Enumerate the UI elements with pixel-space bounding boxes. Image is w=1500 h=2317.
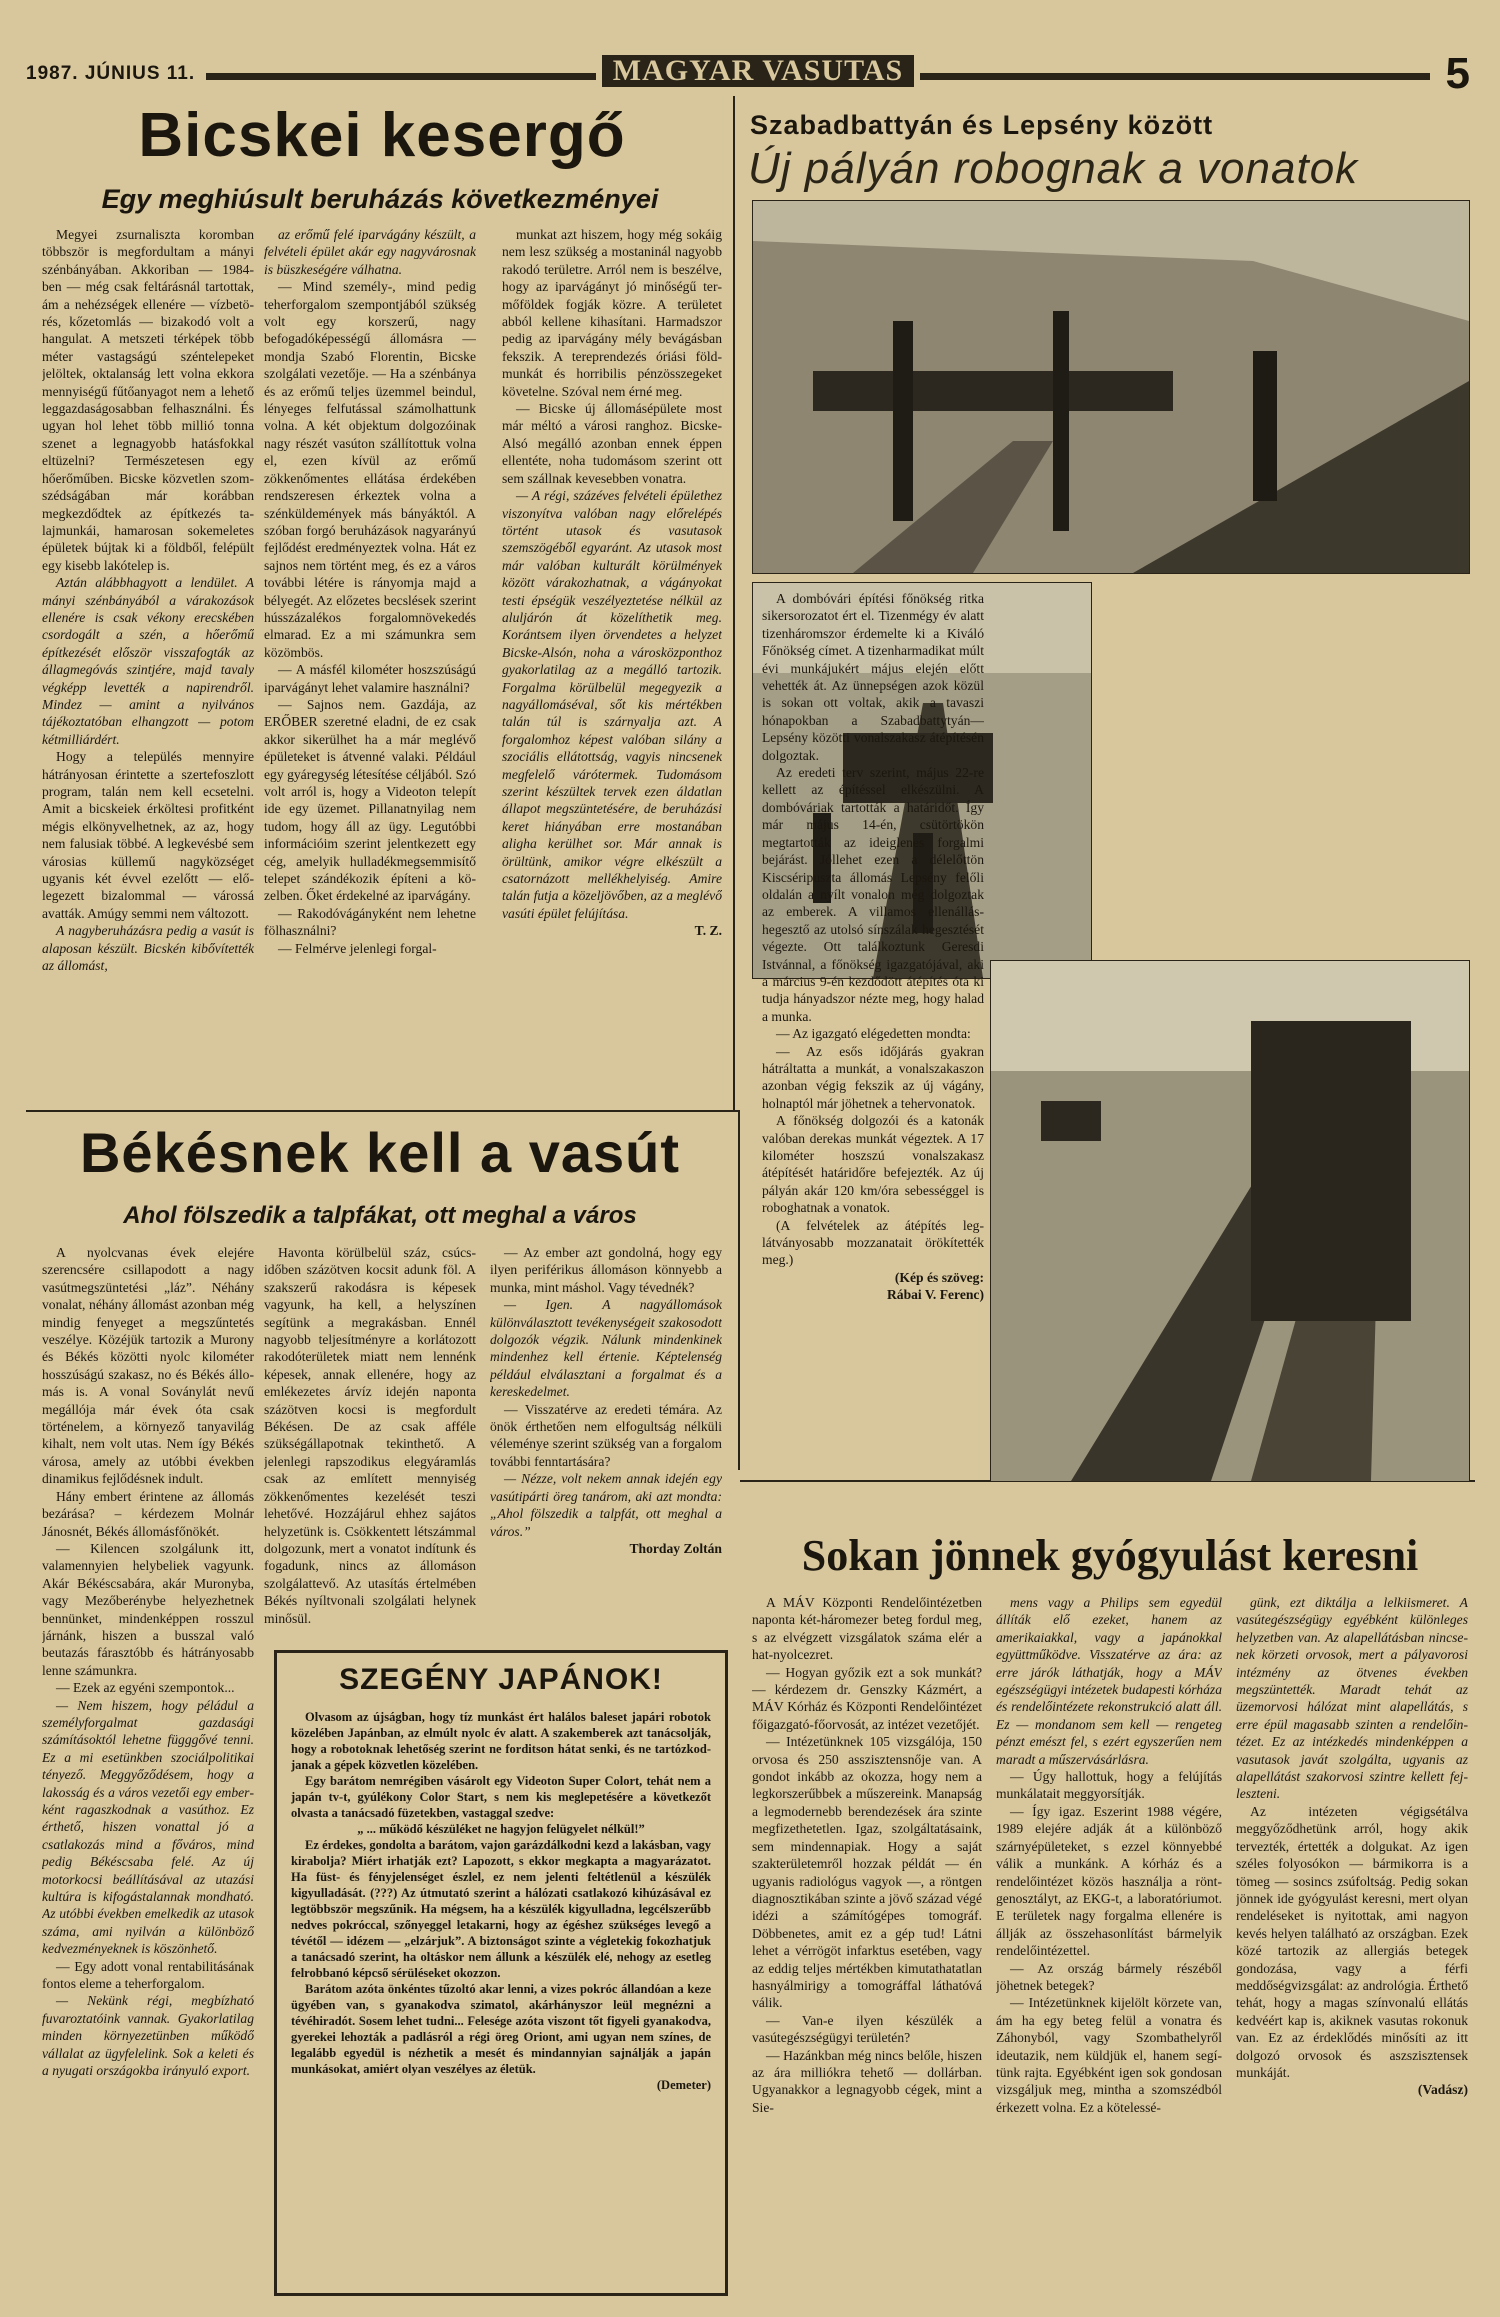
bicske-column-3 [502, 226, 722, 1086]
author-byline: Thorday Zoltán [629, 1540, 722, 1556]
section-divider [26, 1110, 738, 1112]
issue-date: 1987. JÚNIUS 11. [26, 63, 196, 84]
paragraph: — Intézetünknek 105 vizsgálója, 150 orvosa és 250 asszisztensnője van. A gondot inkább az okozza, hogy nem a legkorszerűbbek a műszereink. Manapság a legmodernebb berendezések ára szinte megfizethetetlen. Igaz, szolgáltatásaink, sem mindennapiak. Hogy a saját szakterületemről hozzak példát — én ugyanis radiológus vagyok —, a röntgen diagnosztikában szinte a jövő század végé idézi a számítógépes tomográf. Döbbenetes, amit ez a gép tud! Látni lehet a vérrögöt infarktus esetében, vagy az eddig teljes mértékben kimutathatatlan hasnyálmirigy a tomográffal láthatóvá válik. [752, 1734, 982, 2011]
paragraph: A nyolcvanas évek elejére szerencsére csillapodott a nagy vasútmegszüntetési „láz”. Néhány vonalat, néhány állomást azonban még mindig fenyeget a megszűntetés veszélye. Közéjük tartozik a Murony és Békés közötti nyolc kilométer hosszúságú szakasz, no és Békés állomás is. A vonal Soványlát nevű megállója már évek óta csak történelem, a környező tanyavilág kihalt, nem volt utas. Nem így Békés városa, amely az utóbbi években dinamikus fejlődésnek indult. [42, 1245, 254, 1487]
photo-track-laying-machine [752, 200, 1470, 574]
masthead-rule-right [920, 73, 1430, 80]
paragraph: — A másfél kilométer hoszszúságú iparvágányt lehet valamire használni? [264, 662, 476, 695]
paragraph: „ ... működő készüléket ne hagyjon felügyelet nélkül!” [357, 1822, 645, 1836]
paragraph: günk, ezt diktálja a lelkiismeret. A vasútegészségügy egyébként különleges helyzetben van. Az alapellátásban nincsenek körzeti orvosok, mert a pályavorosi intézmény az ötvenes években megszüntették. Maradt tehát az üzemorvosi hálózat mint alapellátás, s erre épül magasabb szinten a rendelőintézet. Ez az intézkedés mindenképpen a vasutasok javát szolgálta, ugyanis az alapellátást szakorvosi szintre kellett fejleszteni. [1236, 1595, 1468, 1802]
photo-credit-label: (Kép és szöveg: [894, 1269, 984, 1285]
paragraph: — Felmérve jelenlegi forgal- [278, 940, 437, 956]
paragraph: Az intézeten végigsétálva meggyőződhetünk arról, hogy akik tervezték, értették a dolgukat. Az igen széles folyosókon — bármikorra is a tömeg — sosincs zsúfoltság. Pedig sokan jönnek ide gyógyulást keresni, mert olyan rendeléseket is nyitottak, ami nagyon kevés helyen található az országban. Ezek közé tartozik az allergiás betegek gondozása, vagy a férfi meddőségvizsgálat: az andrológia. Érthető tehát, hogy a magas színvonalú ellátás kedvéért kap is, akiknek vasutas rokonuk van. Ez az érdeklődés minősíti az itt dolgozó orvosok és aszszisztensek munkáját. [1236, 1803, 1468, 2080]
article-kicker-rail: Szabadbattyán és Lepsény között [750, 110, 1214, 140]
article-subtitle-bicske: Egy meghiúsult beruházás következményei [101, 184, 659, 214]
paragraph: — Bicske új állomásépülete most már méltó a városi ranghoz. Bicske-Alsó megálló azonban ennek éppen ellentéte, noha tudomásom szerint ott sem szállnak kevesebben vonatra. [502, 401, 722, 486]
health-column-1 [752, 1594, 982, 2294]
paragraph: — Az ország bármely részéből jöhetnek betegek? [996, 1960, 1222, 1993]
bekes-column-1 [42, 1244, 254, 2294]
paragraph: Hány embert érintene az állomás bezárása? – kérdezem Molnár Jánosnét, Békés állomásfőnökét. [42, 1488, 254, 1539]
paragraph: — Sajnos nem. Gazdája, az ERŐBER szeretné eladni, de ez csak akkor sikerülhet ha a már meglévő épületeket is átvenné valaki. Például egy gyáregység létesítése céljából. Szó volt arról is, hogy a Videoton telepít ide egy üzemet. Pillanatnyilag nem tudom, hogy áll az ügy. Legutóbbi információim szerint jelentkezett egy cég, amelyik hulladékmegsemmisítő telepet szándékozik építeni a közelben. Őket érdekelné az iparvágány. [264, 696, 476, 904]
paragraph: A dombóvári építési főnökség ritka sikersorozatot ért el. Tizenmégy év alatt tizenháromszor érdemelte ki a Kiváló Főnökség címet. A tizenharmadikat múlt évi munkájukért május elején előtt vehették át. Az ünnepségen azok közül is sokan ott voltak, akik a tavaszi hónapokban a Szabadbattytyán—Lepsény közötti vonalszakasz átépítésén dolgoztak. [762, 591, 984, 763]
bekes-column-2 [264, 1244, 476, 1634]
photo-welding-rails [990, 960, 1470, 1482]
paragraph: — Az ember azt gondolná, hogy egy ilyen periférikus állomáson könnyebb a munka, mint máshol. Vagy tévednék? [490, 1245, 722, 1295]
paragraph: — Nem hiszem, hogy péládul a személyforgalmat gazdasági számításoktól lehetne függgővé tenni. Ez a mi esetünkben szociálpolitikai tényező. Meggyőződésem, hogy a lakosság és a város vezetői egy emberként ragaszkodnak a vasúthoz. Ez érthető, hiszen vonattal jó a csatlakozás mind a főváros, mind pedig Békéscsaba felé. Az új motorkocsi beállításával az utazási kultúra is kifogástalannak mondható. Az utóbbi években emelkedik az utasok száma, ami nyilván a különböző kedvezményeknek is köszönhető. [42, 1697, 254, 1957]
paragraph: — Kilencen szolgálunk itt, valamennyien helybeliek vagyunk. Akár Békéscsabára, akár Muronyba, vagy Mezőberénybe helyezhetnek bennünket, mindenképpen rosszul járnánk, hiszen a busszal való beutazás fárasztóbb és hátrányosabb lenne számunkra. [42, 1540, 254, 1678]
masthead-rule-left [206, 73, 596, 80]
author-byline: (Vadász) [1417, 2082, 1468, 2098]
paragraph: Barátom azóta önkéntes tűzoltó akar lenni, a vizes pokróc állandóan a keze ügyében van, s gyanakodva szimatol, akárhányszor leül megnézni a tévéhiradót. Sosem lehet tudni... Felesége azóta viszont tőt figyeli gyanakodva, gyerekei lehozták a padlásról a régi öreg Oriont, ami ugyan nem színes, de legalább egyedül is nézhetik a mesét és mindannyian sajnálják a japán munkásokat, amiért olyan veszélyes az életük. [291, 1982, 711, 2076]
article-title-bekes: Békésnek kell a vasút [79, 1121, 681, 1184]
paragraph: A főnökség dolgozói és a katonák valóban derekas munkát végeztek. A 17 kilométer hoszszú vonalszakasz átépítését határidőre befejezték. Az új pályán akár 120 km/óra sebességgel is roboghatnak a vonatok. [762, 1113, 984, 1216]
paragraph: — Van-e ilyen készülék a vasútegészségügyi területén? [752, 2012, 982, 2046]
paragraph: A MÁV Központi Rendelőintézetben naponta két-háromezer beteg fordul meg, s az elvégzett vizsgálatok száma elér a hat-nyolcezret. [752, 1595, 982, 1663]
column-divider-middle [738, 1110, 740, 1470]
paragraph: Megyei zsurnaliszta koromban többször is megfordultam a mányi szénbányában. Akkoriban — 1984-ben — még csak feltárásnál tartottak, ám a nehézségek ellenére — vízbetörés, kőzetomlás — bizakodó volt a hangulat. A metszeti térképek több méter vastagságú széntelepeket jelöltek, oktalanság lett volna ekkora mennyiségű fűtőanyagot nem a lehető leggazdaságosabban felhasználni. És ugyan hol lehet több millió tonna szenet a legnagyobb hatásfokkal eltüzelni? Természetesen egy hőerőműben. Bicske közvetlen szomszédságában már korábban megkezdődtek az építkezés talajmunkái, hamarosan sokemeletes épületek bújtak ki a földből, felépült egy kisebb lakótelep is. [42, 227, 254, 573]
paragraph: — Úgy hallottuk, hogy a felújítás munkálatait meggyorsítják. [996, 1769, 1222, 1802]
paragraph: — Rakodóvágányként nem lehetne fölhasználni? [264, 905, 476, 939]
article-title-health: Sokan jönnek gyógyulást keresni [801, 1531, 1419, 1580]
photo-credit-name: Rábai V. Ferenc) [886, 1287, 984, 1303]
paragraph: — Nekünk régi, megbízható fuvaroztatóink vannak. Gyakorlatilag minden környezetünben működő vállalat az ügyfelelink. Sok a keleti és a nyugati országokba irányuló export. [42, 1993, 254, 2079]
paragraph: — Hazánkban még nincs belőle, hiszen az ára milliókra tehető — dollárban. Ugyanakkor a legnagyobb cégek, mint a Sie- [752, 2047, 982, 2115]
rail-article-text [762, 590, 984, 1480]
paragraph: — A régi, százéves felvételi épülethez viszonyítva valóban nagy előrelépés történt utasok és vasutasok szemszögéből egyaránt. Az utasok most már valóban kulturált körülmények között várakozhatnak, a vágányokat testi épségük veszélyeztetése nélkül az aluljárón át közelíthetik meg. Korántsem ilyen örvendetes a helyzet Bicske-Alsón, noha a városközponthoz gyakorlatilag az a megálló tartozik. Forgalma körülbelül megegyezik a nagyállomáséval, sőt kis mértékben talán túl is szárnyalja azt. A forgalomhoz képest valóban silány a szociális ellátottság, vagyis nincsenek megfelelő várótermek. Tudomásom szerint készültek tervek ezen áldatlan állapot megszüntetésére, de beruházási keret hiányában erre mostanában aligha kerülhet sor. Már annak is örültünk, amikor végre elkészült a csatornázott mellékhelyiség. Amire talán futja a közeljövőben, az a meglévő vasúti épület felújítása. [502, 488, 722, 921]
paragraph: Olvasom az újságban, hogy tíz munkást ért halálos baleset japári robotok közelében Japánban, az elmúlt nyolc év alatt. A szakemberek azt tanácsolják, hogy a robotoknak lehetőség szerint ne forditson hátat senki, és ne tartózkodjanak a gépek közvetlen közelében. [291, 1710, 711, 1772]
paragraph: A nagyberuházásra pedig a vasút is alaposan készült. Bicskén kibővítették az állomást, [42, 923, 254, 974]
boxed-article-text [291, 1709, 711, 2284]
paragraph: munkat azt hiszem, hogy még sokáig nem lesz szükség a mostaninál nagyobb rakodó területre. Arról nem is beszélve, hogy az iparvágányt jó minőségű termőföldek fogják közre. A területet abból kellene kihasítani. Harmadszor pedig az iparvágány mély bevágásban fekszik. A tereprendezés óriási földmunkát és horribilis pénzösszegeket követelne. Szóval nem érné meg. [502, 227, 722, 399]
paragraph: — Egy adott vonal rentabilitásának fontos eleme a teherforgalom. [42, 1958, 254, 1992]
column-divider-top [733, 96, 735, 1110]
author-byline: (Demeter) [656, 2078, 711, 2092]
page-number: 5 [1445, 49, 1470, 98]
paragraph: Az eredeti terv szerint, május 22-re kellett az építéssel elkészülni. A dombóváriak tartották a határidőt. Így már május 14-én, csütörtökön megtartották az ideiglenes forgalmi bejárást. Jóllehet ezen a délelőttön Kiscséripuszta állomás Lepsény felőli oldalán a nyílt vonalon még dolgoztak az emberek. A villamos ellenállás-hegesztő az utolsó sínszálak hegesztését végezte. Ott találkoztunk Geresdi Istvánnal, a főnökség igazgatójával, aki a március 9-én kezdődött átépítés óta ki tudja hányadszor nézte meg, hogy halad a munka. [762, 765, 984, 1024]
author-byline: T. Z. [694, 923, 722, 939]
health-column-3 [1236, 1594, 1468, 2294]
paragraph: — Nézze, volt nekem annak idején egy vasútipárti öreg tanárom, aki azt mondta: „Ahol fölszedik a talpfát, ott meghal a város.” [490, 1471, 722, 1539]
paragraph: (A felvételek az átépítés leglátványosabb mozzanatait örökítették meg.) [762, 1217, 984, 1268]
paragraph: mens vagy a Philips sem egyedül állíták elő ezeket, hanem az amerikaiakkal, vagy a japánokkal együttműködve. Visszatérve az ára: az erre járók láthatják, hogy a MÁV egészségügyi intézetek budapesti kórháza és rendelőintézete rekonstrukció alatt áll. Ez — mondanom sem kell — rengeteg pénzt emészt fel, s ezért egyszerűen nem maradt a műszervásárlásra. [996, 1595, 1222, 1767]
masthead [26, 49, 1476, 98]
paragraph: Egy barátom nemrégiben vásárolt egy Videoton Super Colort, tehát nem a japán tv-t, gyúlékony Color Start, s nem kis meglepetésére a következőt olvasta a tanácsadó füzetekben, vastaggal szedve: [291, 1774, 711, 1820]
paragraph: — Az igazgató elégedetten mondta: [776, 1026, 971, 1042]
bicske-column-1 [42, 226, 254, 1086]
paragraph: — Igen. A nagyállomások különválasztott tevékenységeit szakosodott dolgozók végzik. Nálunk mindenkinek mindenhez kell értenie. Képtelenség például elválasztani a forgalmat és a kereskedelmet. [490, 1297, 722, 1400]
paragraph: — Intézetünknek kijelölt körzete van, ám ha egy beteg felül a vonatra és Záhonyból, vagy Szombathelyről ideutazik, nem küldjük el, hanem segítünk rajta. Egyébként igen sok gondosan vizsgáljuk meg, mintha a szomszédból érkezett volna. Ez a kötelessé- [996, 1995, 1222, 2115]
article-subtitle-bekes: Ahol fölszedik a talpfákat, ott meghal a város [123, 1202, 637, 1229]
bekes-column-3 [490, 1244, 722, 1634]
paragraph: Havonta körülbelül száz, csúcsidőben százötven kocsit adunk föl. A szakszerű rakodásra is képesek vagyunk, ha kell, a helyszínen segítünk a megrakásban. Ennél nagyobb teljesítményre a korlátozott rakodóterületek miatt nem lennénk képesek, annak ellenére, hogy az emlékezetes árvíz idején naponta százötven kocsi is megfordult Békésen. De az csak afféle szükségállapotnak tekinthető. A jelenlegi rapszodikus elegyáramlás csak az említett mennyiség zökkenőmentes kezelését teszi lehetővé. Hozzájárul ehhez sajátos helyzetünk is. Csökkentett létszámmal dolgozunk, mert a vonatot indítunk és fogadunk, nincs az állomáson szolgálattevő. Az utasítás értelmében Békés nyíltvonali szolgálati helynek minősül. [264, 1245, 476, 1626]
paragraph: az erőmű felé iparvágány készült, a felvételi épület akár egy nagyvárosnak is büszkeségére válhatna. [264, 227, 476, 277]
paragraph: Hogy a település mennyire hátrányosan érintette a szertefoszlott program, talán nem kell ecsetelni. Amit a bicskeiek érköltesi profitként mégis elkönyvelhetnek, az az, hogy nem falusiak többé. A legkevésbé sem városias küllemű nagyközséget ugyanis két évvel ezelőtt — előlegezett bizalommal — várossá avatták. Amúgy semmi nem változott. [42, 749, 254, 921]
paragraph: — Mind személy-, mind pedig teherforgalom szempontjából szükség volt egy korszerű, nagy befogadóképességű állomásra — mondja Szabó Florentin, Bicske szolgálati vezetője. — Ha a szénbánya és az erőmű teljes üzemmel beindul, lényeges felfutással számolhattunk volna. A két objektum dolgozóinak nagy részét vasúton szállítottuk volna el, ezen kívül az erőmű zökkenőmentes ellátása érdekében rendszeresen érkeztek volna a szénküldemények más bányáktól. A szóban forgó beruházások nagyarányú fejlődést eredményeztek volna. Hát ez sajnos nem történt meg, és ez a város további létére is rányomja majd a bélyegét. Az előzetes becslések szerint hússzázalékos forgalomnövekedés elmarad. Ez a mi számunkra sem közömbös. [264, 279, 476, 660]
paragraph: Ez érdekes, gondolta a barátom, vajon garázdálkodni kezd a lakásban, vagy kirabolja? Miért irhatják ezt? Lapozott, s ekkor megkapta a magyarázatot. Ha füst- és fényjelenséget észlel, ez nem jelenti feltétlenül a készülék kigyulladását. (???) Az útmutató szerint a hálózati csatlakozó kihúzásával ez legtöbbször megszűnik. Ha mégsem, ha a készülék kigyulladna, legcélszerűbb nedves pokróccal, szőnyeggel letakarni, hogy az égéshez szükséges levegő a tévétől — idézem — „elzárjuk”. A biztonságot szinte a végletekig fokozhatjuk a tanácsadó szerint, ha oltáskor nem állunk a készülék elé, nehogy az esetleg felrobbanó képcső sérüléseket okozzon. [291, 1838, 711, 1980]
paragraph: Aztán alábbhagyott a lendület. A mányi szénbányából a várakozások ellenére is csak vékony erecskében csordogált a szén, a hőerőmű építkezését először visszafogták az állagmegóvás szintjére, majd tavaly végképp levették a napirendről. Mindez — amint a nyilvános tájékoztatóban elhangzott — potom kétmilliárdért. [42, 575, 254, 747]
paragraph: — Ezek az egyéni szempontok... [56, 1680, 235, 1696]
boxed-article [274, 1650, 728, 2296]
paragraph: — Visszatérve az eredeti témára. Az önök érthetően nem elfogultság nélküli véleménye szerint szükség van a forgalom további fenntartására? [490, 1401, 722, 1469]
paragraph: — Így igaz. Eszerint 1988 végére, 1989 elejére adják át a különböző szárnyépületeket, s ezzel könnyebbé válik a munkánk. A kórház és a rendelőintézet közös használja a röntgenosztályt, az EKG-t, a laboratóriumot. E területek nagy forgalma ellenére is állják az összehasonlítást bármelyik rendelőintézettel. [996, 1803, 1222, 1959]
bicske-column-2 [264, 226, 476, 1086]
paragraph: — Hogyan győzik ezt a sok munkát? — kérdezem dr. Genszky Kázmért, a MÁV Kórház és Központi Rendelőintézet főigazgató-főorvosát, az intézet vezetőjét. [752, 1664, 982, 1732]
boxed-article-title: SZEGÉNY JAPÁNOK! [339, 1663, 663, 1696]
article-title-rail: Új pályán robognak a vonatok [748, 144, 1359, 193]
paragraph: — Az esős időjárás gyakran hátráltatta a munkát, a vonalszakaszon azonban végig fekszik az új vágány, holnaptól már jöhetnek a tehervonatok. [762, 1043, 984, 1111]
health-column-2 [996, 1594, 1222, 2294]
article-title-bicske: Bicskei kesergő [138, 101, 626, 170]
newspaper-brand: MAGYAR VASUTAS [602, 55, 914, 87]
